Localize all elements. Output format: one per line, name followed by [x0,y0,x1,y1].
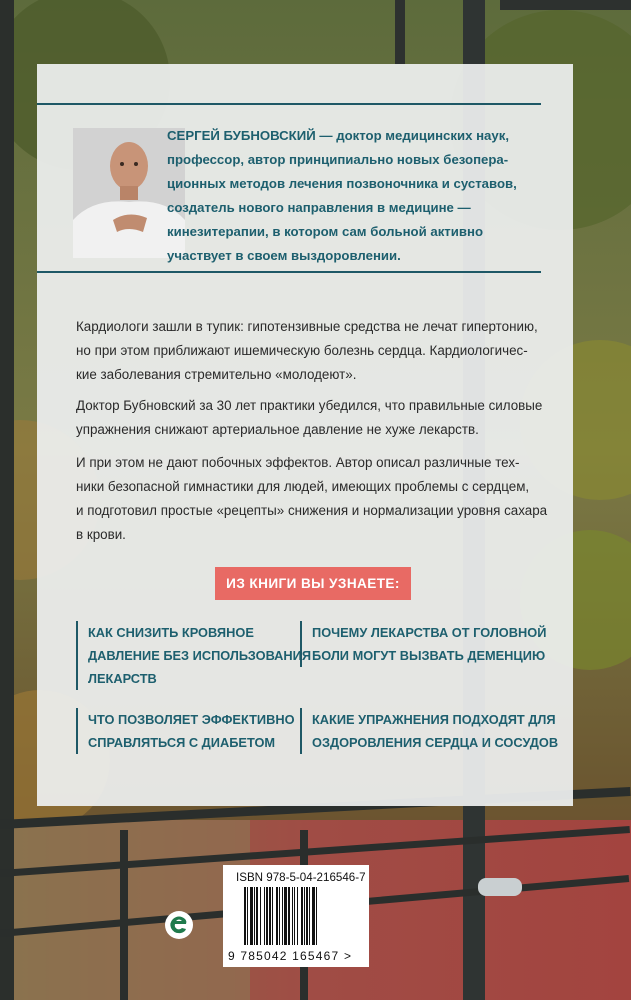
body-line: и подготовил простые «рецепты» снижения и нормализации уровня сахара [76,503,548,518]
highlight-line: ЧТО ПОЗВОЛЯЕТ ЭФФЕКТИВНО [88,712,295,727]
divider-top [37,103,541,105]
body-line: ники безопасной гимнастики для людей, имеющих проблемы с сердцем, [76,479,530,494]
highlight-line: КАК СНИЗИТЬ КРОВЯНОЕ [88,625,254,640]
body-paragraph-1 [76,315,556,387]
body-paragraph-2 [76,394,556,442]
highlight-item [76,621,311,690]
isbn-label: ISBN 978-5-04-216546-7 [236,871,366,884]
body-line: в крови. [76,527,126,542]
body-line: кие заболевания стремительно «молодеют». [76,367,357,382]
body-line: Кардиологи зашли в тупик: гипотензивные средства не лечат гипертонию, [76,319,538,334]
bio-line: создатель нового направления в медицине — [167,200,471,215]
highlight-line: ПОЧЕМУ ЛЕКАРСТВА ОТ ГОЛОВНОЙ [312,625,547,640]
author-bio [167,124,522,268]
isbn-digits: 9 785042 165467 > [228,949,353,963]
bio-line: СЕРГЕЙ БУБНОВСКИЙ — доктор медицинских наук, [167,128,509,143]
body-line: упражнения снижают артериальное давление не хуже лекарств. [76,422,479,437]
body-line: Доктор Бубновский за 30 лет практики убедился, что правильные силовые [76,398,543,413]
isbn-block [223,865,369,967]
highlight-line: КАКИЕ УПРАЖНЕНИЯ ПОДХОДЯТ ДЛЯ [312,712,556,727]
body-line: но при этом приближают ишемическую болезнь сердца. Кардиологичес- [76,343,528,358]
highlight-line: СПРАВЛЯТЬСЯ С ДИАБЕТОМ [88,735,276,750]
body-paragraph-3 [76,451,556,547]
bio-line: кинезитерапии, в котором сам больной активно [167,224,484,239]
bio-line: профессор, автор принципиально новых безопера- [167,152,509,167]
highlights-badge: ИЗ КНИГИ ВЫ УЗНАЕТЕ: [215,567,411,600]
highlight-item [76,708,295,754]
divider-bottom [37,271,541,273]
highlight-line: ДАВЛЕНИЕ БЕЗ ИСПОЛЬЗОВАНИЯ [88,648,312,663]
eksmo-logo-icon [164,910,194,945]
highlight-item [300,708,558,754]
highlight-line: ЛЕКАРСТВ [88,671,157,686]
highlight-line: ОЗДОРОВЛЕНИЯ СЕРДЦА И СОСУДОВ [312,735,559,750]
highlight-item [300,621,546,667]
highlight-line: БОЛИ МОГУТ ВЫЗВАТЬ ДЕМЕНЦИЮ [312,648,546,663]
body-line: И при этом не дают побочных эффектов. Автор описал различные тех- [76,455,520,470]
bio-line: ционных методов лечения позвоночника и суставов, [167,176,517,191]
bio-line: участвует в своем выздоровлении. [167,248,401,263]
barcode [244,887,348,950]
